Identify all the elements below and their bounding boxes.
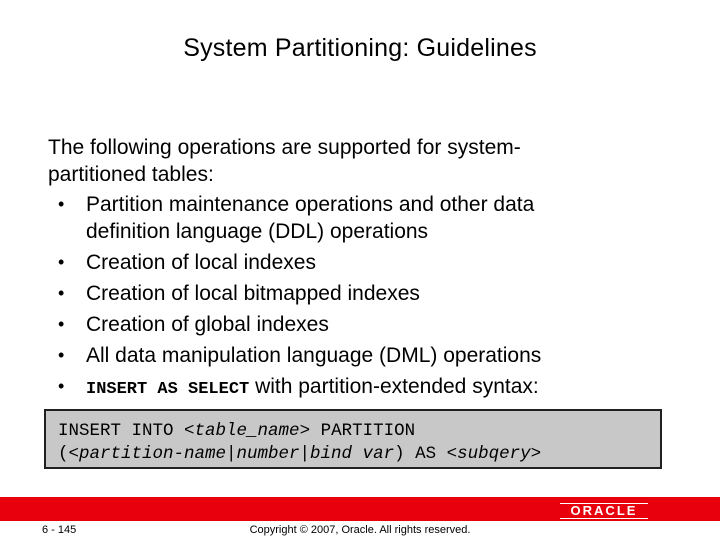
code-text: > [530, 444, 542, 464]
bullet-icon: • [58, 283, 65, 303]
code-placeholder: partition-name|number|bind var [79, 444, 395, 464]
bullet-icon: • [58, 345, 65, 365]
code-block [44, 409, 662, 469]
bullet-icon: • [58, 314, 65, 334]
list-item [48, 249, 668, 276]
code-line [58, 443, 648, 466]
bullet-icon: • [58, 376, 65, 396]
inline-code: INSERT AS SELECT [86, 380, 250, 399]
bullet-icon: • [58, 194, 65, 214]
list-item-text: with partition-extended syntax: [249, 375, 539, 398]
list-item-text: Creation of global indexes [86, 313, 329, 336]
list-item [48, 191, 668, 245]
code-text: INSERT INTO < [58, 421, 195, 441]
copyright-notice: Copyright © 2007, Oracle. All rights reserved. [249, 524, 471, 536]
list-item [48, 311, 668, 338]
intro-line: The following operations are supported for system- [48, 136, 521, 159]
list-item [48, 342, 668, 369]
list-item-text: definition language (DDL) operations [86, 220, 429, 243]
bullet-icon: • [58, 252, 65, 272]
code-text: (< [58, 444, 80, 464]
list-item [48, 373, 668, 403]
list-item [48, 280, 668, 307]
code-text: > PARTITION [299, 421, 416, 441]
bullet-list [48, 191, 668, 407]
intro-paragraph [48, 134, 648, 188]
code-placeholder: subqery [457, 444, 531, 464]
list-item-text: All data manipulation language (DML) operations [86, 344, 542, 367]
code-line [58, 420, 648, 443]
code-text: ) AS < [394, 444, 458, 464]
page-title: System Partitioning: Guidelines [183, 34, 537, 62]
intro-line: partitioned tables: [48, 163, 214, 186]
code-placeholder: table_name [194, 421, 300, 441]
list-item-text: Creation of local bitmapped indexes [86, 282, 420, 305]
page-number: 6 - 145 [42, 524, 77, 536]
list-item-text: Creation of local indexes [86, 251, 316, 274]
oracle-logo: ORACLE [560, 503, 648, 519]
list-item-text: Partition maintenance operations and other data [86, 193, 535, 216]
